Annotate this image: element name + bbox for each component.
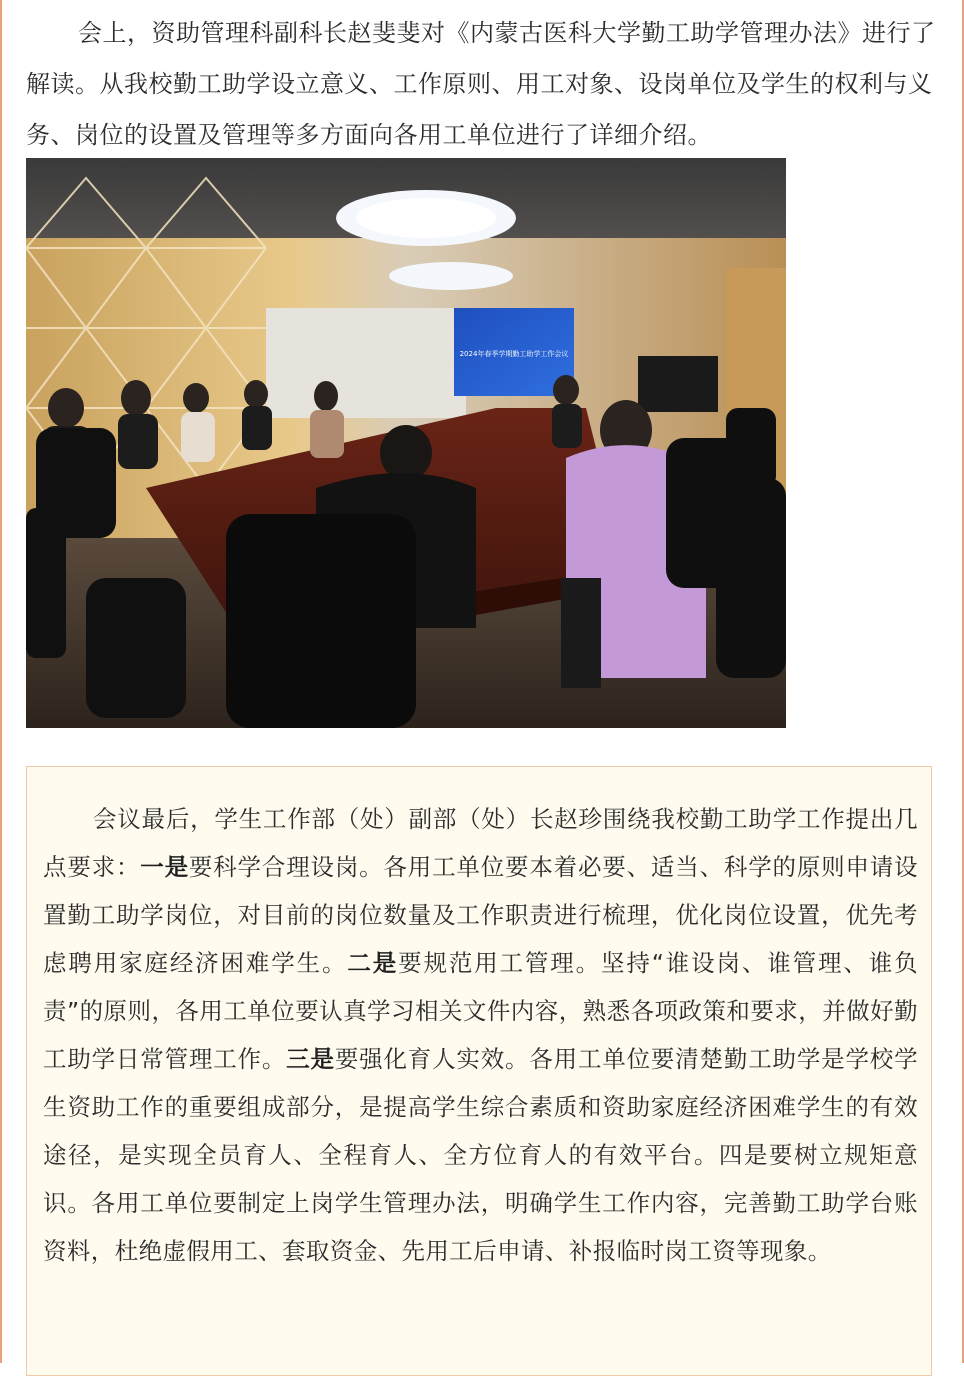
point1-text: 要科学合理设岗。各用工单位要本着必要、适当、科学的原则申请设置勤工助学岗位，对目前的岗位数量及工作职责进行梳理，优化岗位设置，优先考虑聘用家庭经济困难学生。 [43,853,918,977]
requirements-lead: 会议最后，学生工作部（处）副部（处）长赵珍围绕我校勤工助学工作提出几点要求： [43,805,918,881]
requirements-paragraph [43,795,918,1275]
meeting-photo-illustration [26,158,786,728]
intro-paragraph: 会上，资助管理科副科长赵斐斐对《内蒙古医科大学勤工助学管理办法》进行了解读。从我校勤工助学设立意义、工作原则、用工对象、设岗单位及学生的权利与义务、岗位的设置及管理等多方面向各用工单位进行了详细介绍。 [26,19,936,149]
meeting-photo [26,158,786,728]
requirements-box [26,766,932,1376]
screen-title: 2024年春季学期勤工助学工作会议 [459,350,569,358]
point3-label: 三是 [286,1045,335,1073]
left-border-rule [0,0,2,1363]
point2-label: 二是 [347,949,399,977]
point1-label: 一是 [140,853,189,881]
point2-text: 要规范用工管理。坚持“谁设岗、谁管理、谁负责”的原则，各用工单位要认真学习相关文件内容，熟悉各项政策和要求，并做好勤工助学日常管理工作。 [43,949,918,1073]
point3-text: 要强化育人实效。各用工单位要清楚勤工助学是学校学生资助工作的重要组成部分，是提高学生综合素质和资助家庭经济困难学生的有效途径，是实现全员育人、全程育人、全方位育人的有效平台。四是要树立规矩意识。各用工单位要制定上岗学生管理办法，明确学生工作内容，完善勤工助学台账资料，杜绝虚假用工、套取资金、先用工后申请、补报临时岗工资等现象。 [43,1045,918,1265]
